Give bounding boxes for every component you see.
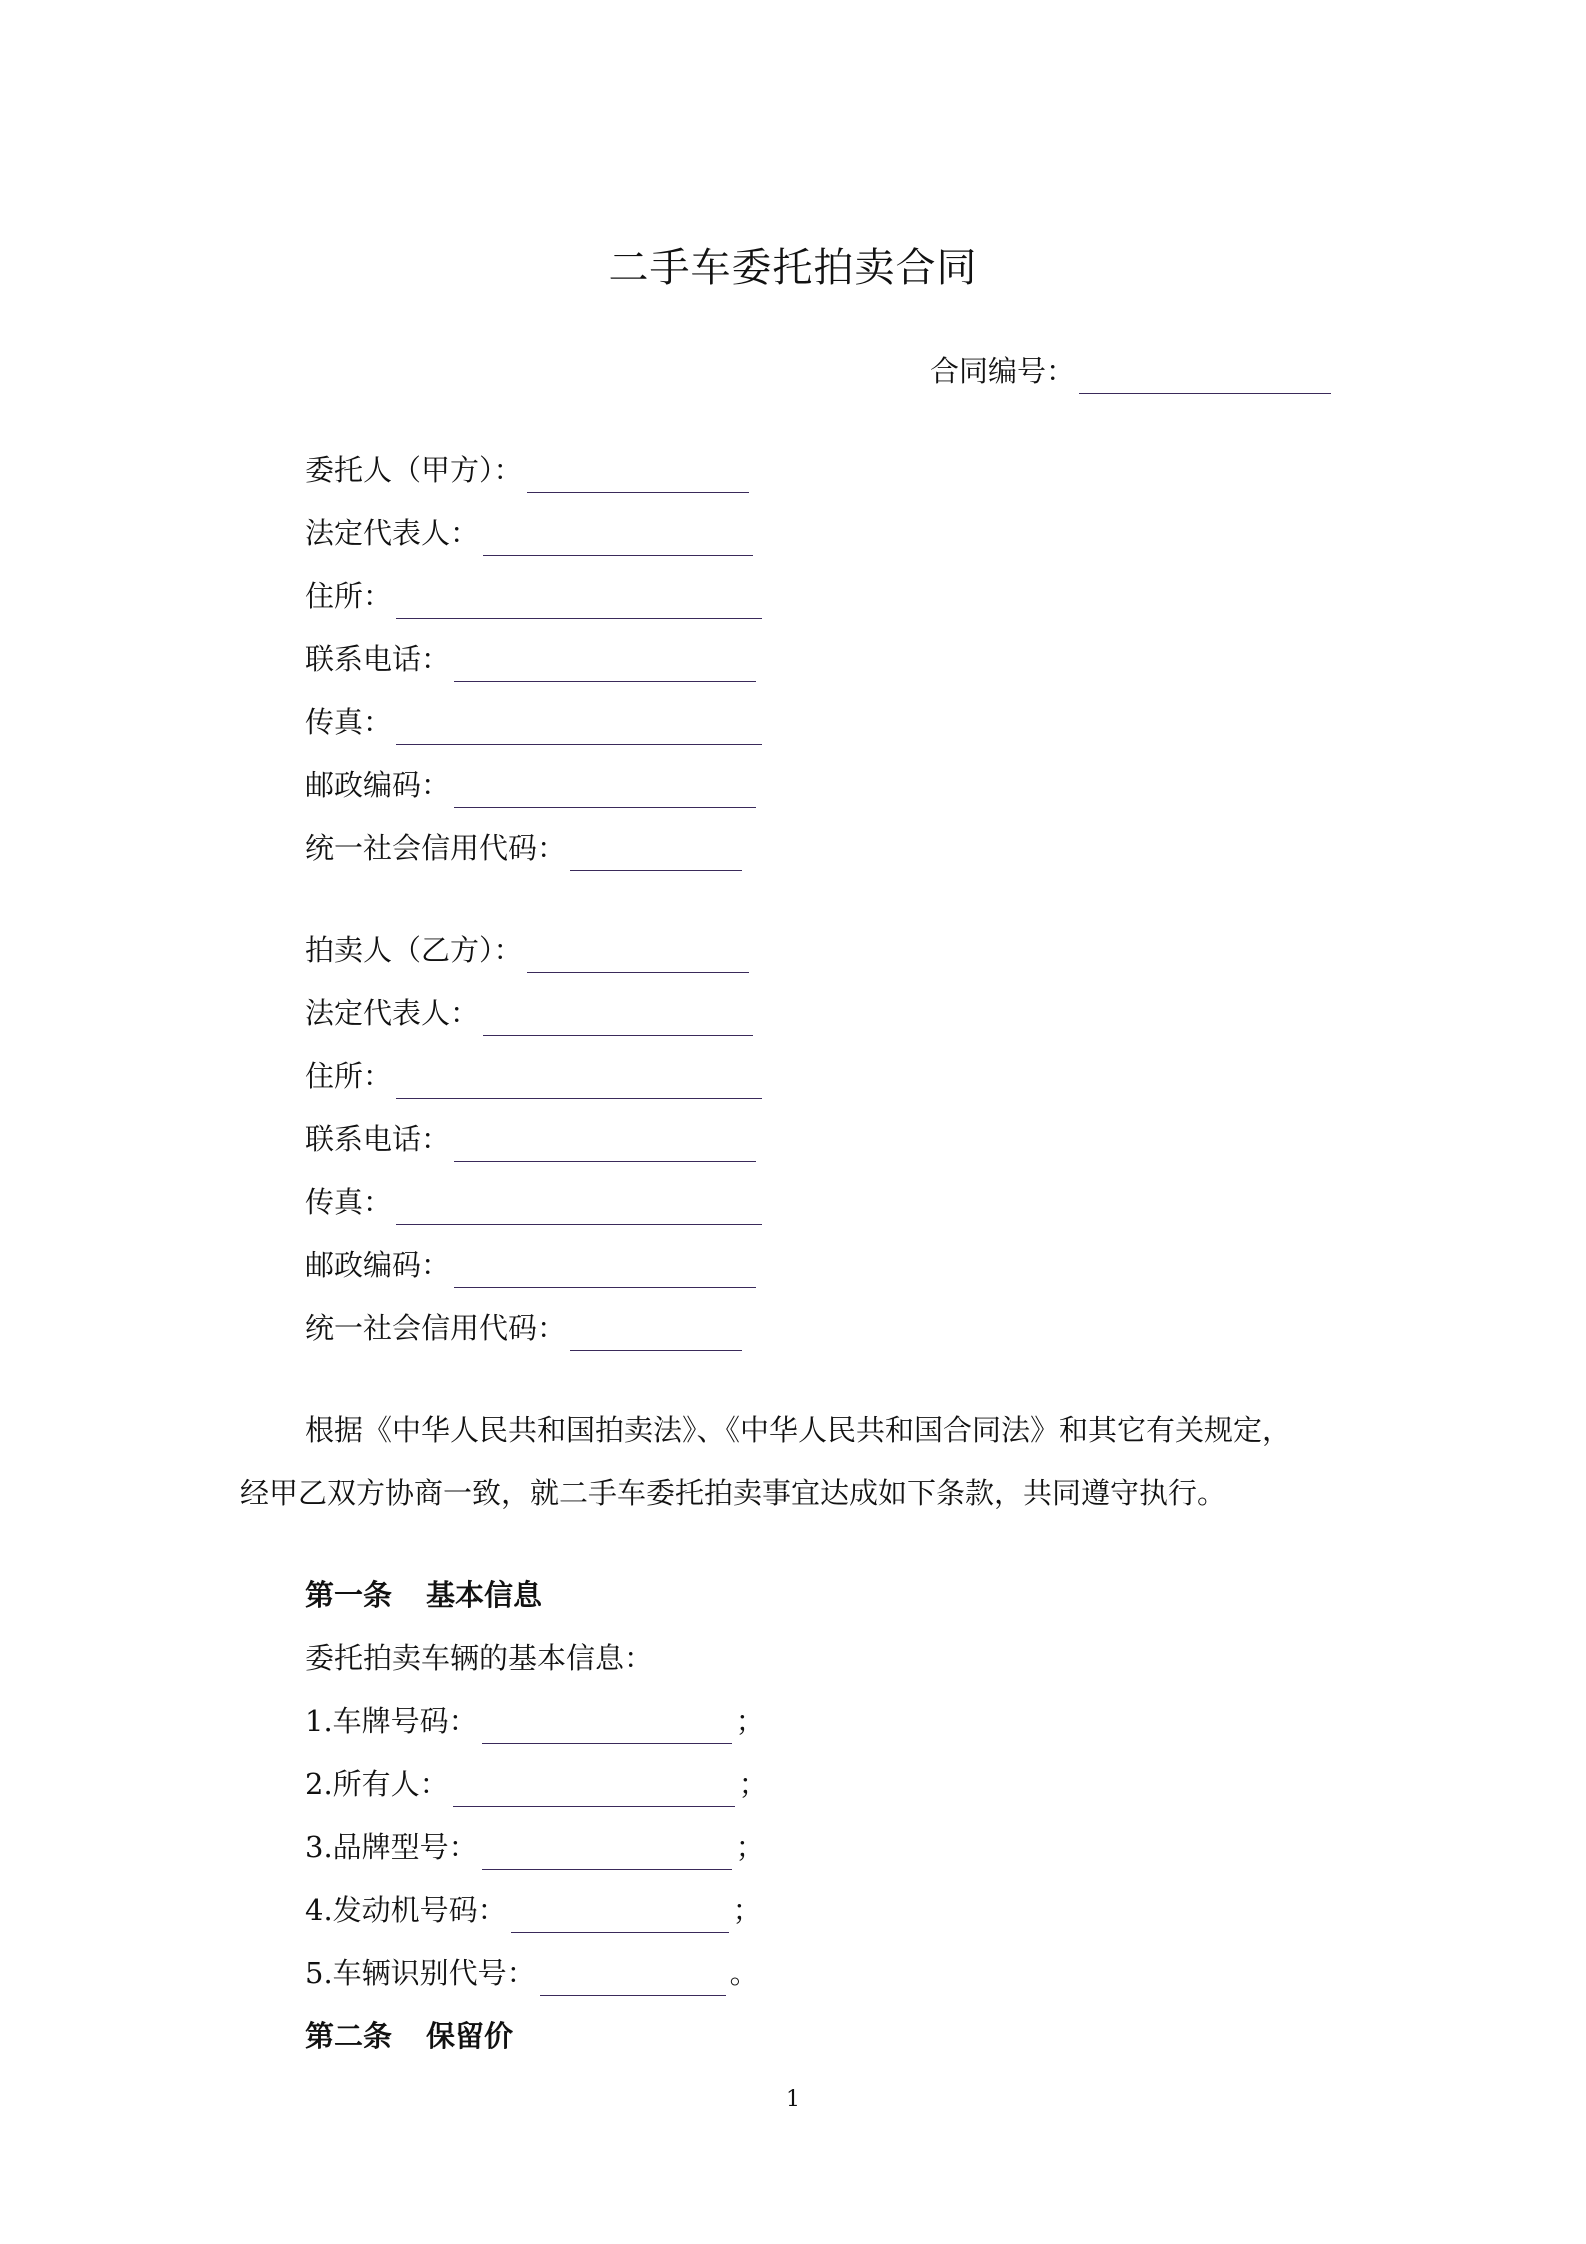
party-a-phone-line: [305, 636, 756, 682]
party-b-fax-line: [305, 1179, 762, 1225]
item-end-punct: ；: [735, 1704, 765, 1738]
vehicle-info-item: [305, 1950, 759, 1996]
party-b-credit-code-blank[interactable]: [570, 1316, 742, 1351]
vehicle-model-blank[interactable]: [482, 1835, 732, 1870]
party-b-phone-line: [305, 1116, 756, 1162]
article-2-heading: [305, 2013, 513, 2059]
party-a-name-blank[interactable]: [527, 458, 749, 493]
party-a-address-blank[interactable]: [396, 584, 762, 619]
party-a-rep-label: 法定代表人：: [305, 516, 480, 550]
party-b-postcode-label: 邮政编码：: [305, 1248, 451, 1282]
party-a-phone-label: 联系电话：: [305, 642, 451, 676]
party-b-address-line: [305, 1053, 762, 1099]
party-b-fax-label: 传真：: [305, 1185, 393, 1219]
vin-label: 5.车辆识别代号：: [305, 1956, 536, 1990]
party-a-postcode-line: [305, 762, 756, 808]
contract-number-line: [930, 348, 1331, 394]
party-b-rep-line: [305, 990, 753, 1036]
item-end-punct: ；: [732, 1893, 762, 1927]
vehicle-owner-label: 2.所有人：: [305, 1767, 449, 1801]
party-b-credit-code-line: [305, 1305, 742, 1351]
party-a-fax-line: [305, 699, 762, 745]
party-a-credit-code-line: [305, 825, 742, 871]
party-b-address-blank[interactable]: [396, 1064, 762, 1099]
article-1-title: 基本信息: [426, 1578, 543, 1612]
party-a-postcode-blank[interactable]: [454, 773, 756, 808]
party-a-fax-blank[interactable]: [396, 710, 762, 745]
item-end-punct: 。: [729, 1956, 759, 1990]
party-b-rep-blank[interactable]: [483, 1001, 753, 1036]
preamble-line-1: 根据《中华人民共和国拍卖法》、《中华人民共和国合同法》和其它有关规定，: [305, 1413, 1292, 1447]
party-a-credit-code-blank[interactable]: [570, 836, 742, 871]
item-end-punct: ；: [735, 1830, 765, 1864]
vehicle-info-item: [305, 1887, 762, 1933]
article-1-heading: [305, 1572, 542, 1618]
party-a-role-label: 委托人（甲方）：: [305, 453, 523, 487]
preamble-line-2: 经甲乙双方协商一致，就二手车委托拍卖事宜达成如下条款，共同遵守执行。: [240, 1476, 1227, 1510]
party-a-rep-line: [305, 510, 753, 556]
vehicle-info-item: [305, 1698, 765, 1744]
party-a-fax-label: 传真：: [305, 705, 393, 739]
party-b-address-label: 住所：: [305, 1059, 393, 1093]
vehicle-plate-blank[interactable]: [482, 1709, 732, 1744]
vehicle-owner-blank[interactable]: [453, 1772, 735, 1807]
party-a-credit-code-label: 统一社会信用代码：: [305, 831, 567, 865]
engine-number-label: 4.发动机号码：: [305, 1893, 507, 1927]
party-a-address-line: [305, 573, 762, 619]
party-a-rep-blank[interactable]: [483, 521, 753, 556]
party-b-postcode-blank[interactable]: [454, 1253, 756, 1288]
party-a-role-line: [305, 447, 749, 493]
article-2-title: 保留价: [426, 2019, 514, 2053]
party-b-role-label: 拍卖人（乙方）：: [305, 933, 523, 967]
engine-number-blank[interactable]: [511, 1898, 729, 1933]
vehicle-info-item: [305, 1761, 768, 1807]
party-a-postcode-label: 邮政编码：: [305, 768, 451, 802]
party-b-name-blank[interactable]: [527, 938, 749, 973]
article-1-intro: 委托拍卖车辆的基本信息：: [305, 1641, 654, 1675]
party-b-phone-label: 联系电话：: [305, 1122, 451, 1156]
party-b-postcode-line: [305, 1242, 756, 1288]
party-b-credit-code-label: 统一社会信用代码：: [305, 1311, 567, 1345]
vin-blank[interactable]: [540, 1961, 726, 1996]
party-a-address-label: 住所：: [305, 579, 393, 613]
article-1-number: 第一条: [305, 1578, 393, 1612]
vehicle-info-item: [305, 1824, 765, 1870]
party-a-phone-blank[interactable]: [454, 647, 756, 682]
article-2-number: 第二条: [305, 2019, 393, 2053]
item-end-punct: ；: [738, 1767, 768, 1801]
party-b-role-line: [305, 927, 749, 973]
party-b-phone-blank[interactable]: [454, 1127, 756, 1162]
document-title: 二手车委托拍卖合同: [608, 245, 978, 291]
page-number: 1: [786, 2087, 800, 2112]
vehicle-model-label: 3.品牌型号：: [305, 1830, 478, 1864]
vehicle-plate-label: 1.车牌号码：: [305, 1704, 478, 1738]
party-b-fax-blank[interactable]: [396, 1190, 762, 1225]
contract-number-label: 合同编号：: [930, 354, 1076, 388]
contract-number-blank[interactable]: [1079, 359, 1331, 394]
party-b-rep-label: 法定代表人：: [305, 996, 480, 1030]
